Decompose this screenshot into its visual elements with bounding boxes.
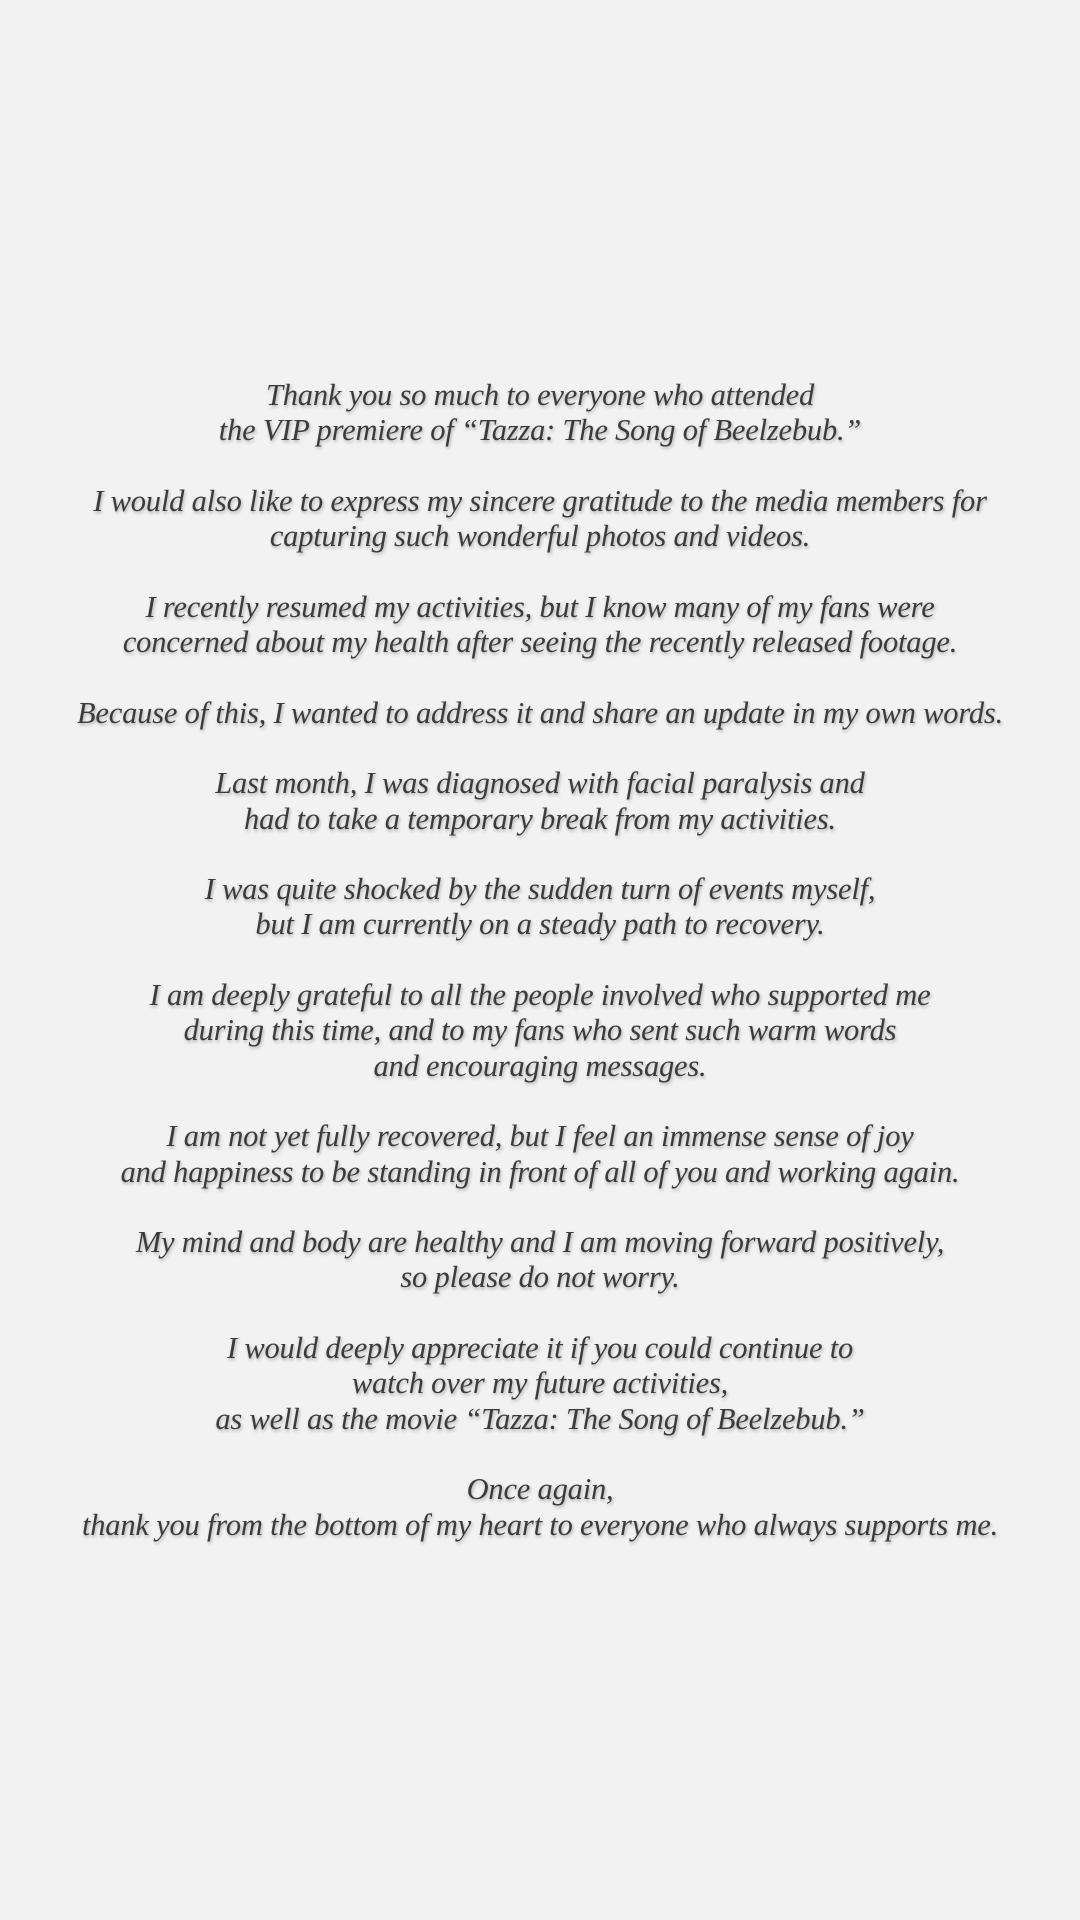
text-line: Last month, I was diagnosed with facial paralysis and [215, 766, 865, 801]
text-line: but I am currently on a steady path to recovery. [255, 907, 825, 942]
text-line: Because of this, I wanted to address it and share an update in my own words. [76, 695, 1003, 730]
text-line: My mind and body are healthy and I am moving forward positively, [135, 1225, 945, 1260]
text-line: capturing such wonderful photos and videos. [269, 519, 811, 554]
text-line: I recently resumed my activities, but I know many of my fans were [145, 589, 935, 624]
text-line: I am not yet fully recovered, but I feel an immense sense of joy [166, 1119, 914, 1154]
paragraph-recovery [0, 872, 1080, 943]
paragraph-do-not-worry [0, 1225, 1080, 1296]
text-line: and happiness to be standing in front of all of you and working again. [120, 1154, 960, 1189]
text-line: and encouraging messages. [373, 1048, 707, 1083]
text-line: Thank you so much to everyone who attended [265, 378, 815, 412]
text-line: I would deeply appreciate it if you could continue to [226, 1331, 854, 1366]
paragraph-health-concerns [0, 590, 1080, 661]
text-line: Once again, [466, 1472, 614, 1507]
text-line: concerned about my health after seeing the recently released footage. [122, 625, 958, 660]
paragraph-gratitude-supporters [0, 978, 1080, 1084]
statement-text [0, 378, 1080, 1543]
paragraph-closing-thanks [0, 1472, 1080, 1543]
paragraph-thanks-attendees [0, 378, 1080, 449]
text-line: I am deeply grateful to all the people involved who supported me [149, 978, 931, 1013]
text-line: so please do not worry. [400, 1260, 680, 1295]
paragraph-future-activities [0, 1331, 1080, 1437]
text-line: had to take a temporary break from my activities. [244, 801, 836, 836]
text-line: I was quite shocked by the sudden turn of events myself, [204, 872, 876, 907]
paragraph-media-gratitude [0, 484, 1080, 555]
text-line: I would also like to express my sincere gratitude to the media members for [93, 483, 987, 518]
text-line: the VIP premiere of “Tazza: The Song of Beelzebub.” [218, 413, 862, 448]
text-line: as well as the movie “Tazza: The Song of Beelzebub.” [215, 1401, 865, 1436]
paragraph-working-again [0, 1119, 1080, 1190]
paragraph-address-update [0, 696, 1080, 731]
paragraph-diagnosis [0, 766, 1080, 837]
text-line: watch over my future activities, [351, 1366, 729, 1401]
text-line: during this time, and to my fans who sent such warm words [183, 1013, 897, 1048]
text-line: thank you from the bottom of my heart to everyone who always supports me. [81, 1507, 999, 1542]
